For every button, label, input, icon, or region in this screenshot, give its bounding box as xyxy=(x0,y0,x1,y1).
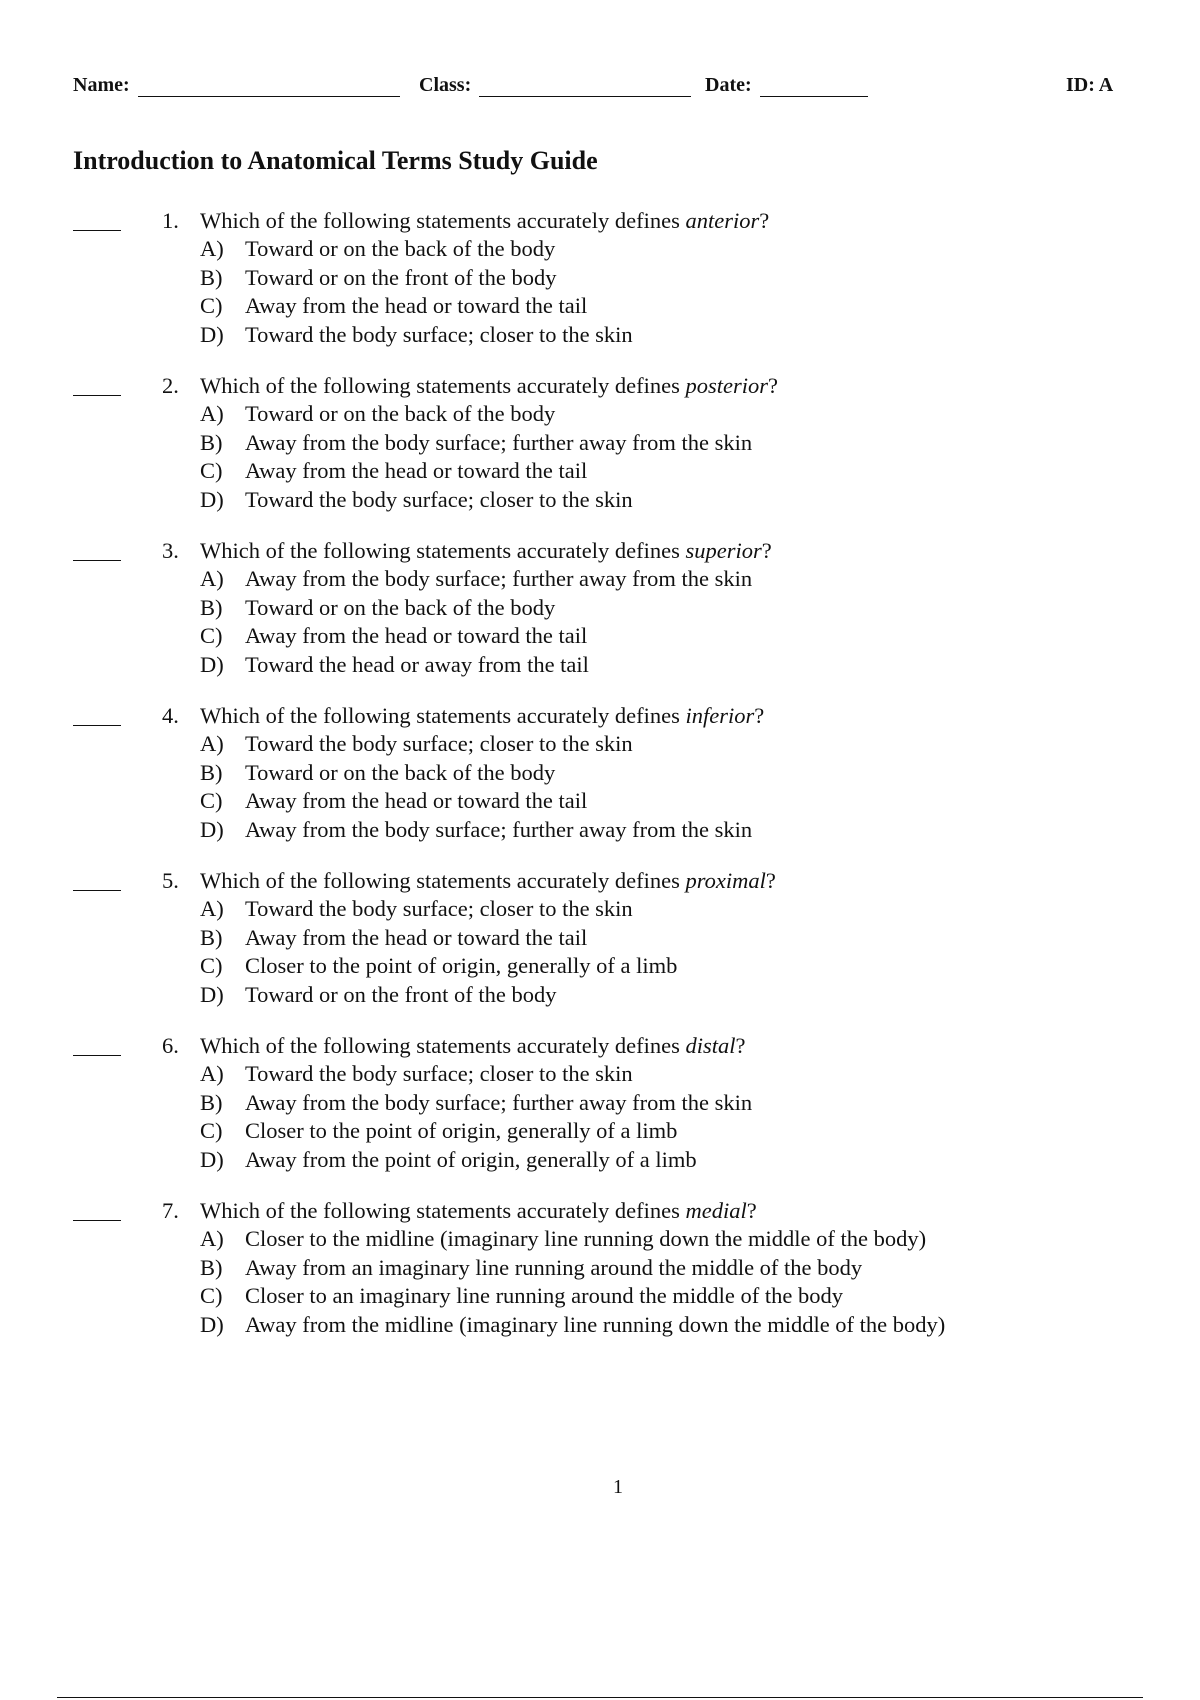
choice-text: Closer to the midline (imaginary line running down the middle of the body) xyxy=(245,1226,927,1251)
choice-letter: B) xyxy=(200,1254,223,1280)
question-number: 5. xyxy=(162,868,179,893)
answer-blank[interactable] xyxy=(73,890,121,891)
answer-blank[interactable] xyxy=(73,1055,121,1056)
choice-letter: D) xyxy=(200,651,224,677)
choice-text: Toward the head or away from the tail xyxy=(245,651,589,677)
question-stem-text: Which of the following statements accurately defines xyxy=(200,868,686,893)
id-label: ID: A xyxy=(1066,74,1114,96)
question-item xyxy=(0,703,1200,868)
choice-letter: A) xyxy=(200,1226,224,1251)
date-field xyxy=(705,74,868,97)
answer-blank[interactable] xyxy=(73,1220,121,1221)
question-item xyxy=(0,1198,1200,1363)
question-term: posterior xyxy=(685,373,768,398)
answer-blank[interactable] xyxy=(73,560,121,561)
choice-text: Toward the body surface; closer to the skin xyxy=(245,896,633,921)
question-list xyxy=(0,208,1200,1363)
choice-letter: C) xyxy=(200,1118,223,1143)
question-stem-suffix: ? xyxy=(765,868,776,893)
question-item xyxy=(0,868,1200,1033)
choice-letter: A) xyxy=(200,236,224,261)
class-label: Class: xyxy=(419,74,472,96)
choice-letter: C) xyxy=(200,458,223,483)
question-term: distal xyxy=(685,1033,736,1058)
choice-text: Toward the body surface; closer to the skin xyxy=(245,321,633,347)
question-stem-text: Which of the following statements accurately defines xyxy=(200,538,686,563)
choice-letter: A) xyxy=(200,731,224,756)
choice-letter: B) xyxy=(200,594,223,620)
date-label: Date: xyxy=(705,74,752,96)
choice-letter: C) xyxy=(200,1283,223,1308)
question-stem xyxy=(200,208,769,234)
question-stem-suffix: ? xyxy=(754,703,765,728)
choice-text: Toward or on the back of the body xyxy=(245,236,556,261)
choice-letter: B) xyxy=(200,759,223,785)
choice-text: Toward the body surface; closer to the skin xyxy=(245,1061,633,1086)
choice-letter: D) xyxy=(200,321,224,347)
question-stem xyxy=(200,538,772,564)
question-term: anterior xyxy=(685,208,760,233)
question-stem xyxy=(200,703,764,729)
question-term: proximal xyxy=(685,868,766,893)
choice-letter: B) xyxy=(200,1089,223,1115)
choice-letter: B) xyxy=(200,429,223,455)
choice-text: Away from an imaginary line running around the middle of the body xyxy=(245,1254,863,1280)
question-stem-suffix: ? xyxy=(761,538,772,563)
name-label: Name: xyxy=(73,74,130,96)
question-item xyxy=(0,538,1200,703)
question-term: medial xyxy=(685,1198,747,1223)
name-blank[interactable] xyxy=(138,78,400,97)
choice-text: Away from the body surface; further away from the skin xyxy=(245,1089,753,1115)
choice-letter: C) xyxy=(200,953,223,978)
question-stem-text: Which of the following statements accurately defines xyxy=(200,1198,686,1223)
choice-text: Toward or on the back of the body xyxy=(245,401,556,426)
choice-text: Closer to the point of origin, generally of a limb xyxy=(245,1118,678,1143)
choice-text: Away from the point of origin, generally of a limb xyxy=(245,1146,697,1172)
choice-letter: C) xyxy=(200,623,223,648)
footer-rule xyxy=(57,1697,1143,1698)
choice-text: Away from the head or toward the tail xyxy=(245,623,588,648)
choice-text: Away from the head or toward the tail xyxy=(245,293,588,318)
question-stem-suffix: ? xyxy=(735,1033,746,1058)
choice-text: Toward the body surface; closer to the skin xyxy=(245,731,633,756)
choice-letter: D) xyxy=(200,816,224,842)
class-blank[interactable] xyxy=(479,78,691,97)
choice-text: Away from the body surface; further away from the skin xyxy=(245,429,753,455)
question-stem-text: Which of the following statements accurately defines xyxy=(200,1033,686,1058)
answer-blank[interactable] xyxy=(73,395,121,396)
question-stem-text: Which of the following statements accurately defines xyxy=(200,703,686,728)
question-stem-text: Which of the following statements accurately defines xyxy=(200,373,686,398)
choice-text: Away from the head or toward the tail xyxy=(245,458,588,483)
choice-letter: D) xyxy=(200,1146,224,1172)
choice-text: Toward or on the front of the body xyxy=(245,981,557,1007)
choice-text: Away from the body surface; further away from the skin xyxy=(245,566,753,591)
choice-letter: B) xyxy=(200,924,223,950)
question-stem-suffix: ? xyxy=(767,373,778,398)
choice-text: Toward the body surface; closer to the skin xyxy=(245,486,633,512)
choice-letter: D) xyxy=(200,486,224,512)
page-number: 1 xyxy=(613,1476,623,1498)
question-stem-suffix: ? xyxy=(746,1198,757,1223)
choice-letter: D) xyxy=(200,981,224,1007)
choice-text: Away from the midline (imaginary line running down the middle of the body) xyxy=(245,1311,946,1337)
choice-letter: D) xyxy=(200,1311,224,1337)
choice-letter: A) xyxy=(200,1061,224,1086)
question-stem-suffix: ? xyxy=(759,208,770,233)
question-stem xyxy=(200,1033,745,1059)
question-stem-text: Which of the following statements accurately defines xyxy=(200,208,686,233)
choice-text: Closer to an imaginary line running around the middle of the body xyxy=(245,1283,843,1308)
question-number: 6. xyxy=(162,1033,179,1058)
question-term: inferior xyxy=(685,703,755,728)
choice-text: Away from the head or toward the tail xyxy=(245,788,588,813)
question-number: 4. xyxy=(162,703,179,728)
question-stem xyxy=(200,1198,757,1224)
question-number: 1. xyxy=(162,208,179,233)
name-field xyxy=(73,74,400,97)
question-term: superior xyxy=(685,538,762,563)
choice-letter: C) xyxy=(200,788,223,813)
choice-letter: A) xyxy=(200,401,224,426)
choice-text: Toward or on the back of the body xyxy=(245,594,556,620)
date-blank[interactable] xyxy=(760,78,868,97)
choice-letter: A) xyxy=(200,896,224,921)
answer-blank[interactable] xyxy=(73,230,121,231)
question-item xyxy=(0,1033,1200,1198)
question-item xyxy=(0,208,1200,373)
question-number: 3. xyxy=(162,538,179,563)
question-stem xyxy=(200,373,778,399)
id-field xyxy=(1066,74,1113,97)
answer-blank[interactable] xyxy=(73,725,121,726)
choice-letter: B) xyxy=(200,264,223,290)
class-field xyxy=(419,74,691,97)
choice-text: Away from the body surface; further away from the skin xyxy=(245,816,753,842)
page-title: Introduction to Anatomical Terms Study Guide xyxy=(73,146,598,175)
choice-text: Toward or on the back of the body xyxy=(245,759,556,785)
choice-text: Closer to the point of origin, generally of a limb xyxy=(245,953,678,978)
choice-text: Toward or on the front of the body xyxy=(245,264,557,290)
choice-letter: A) xyxy=(200,566,224,591)
question-item xyxy=(0,373,1200,538)
header xyxy=(73,74,1127,104)
question-number: 7. xyxy=(162,1198,179,1223)
choice-text: Away from the head or toward the tail xyxy=(245,924,588,950)
choice-letter: C) xyxy=(200,293,223,318)
question-number: 2. xyxy=(162,373,179,398)
question-stem xyxy=(200,868,776,894)
